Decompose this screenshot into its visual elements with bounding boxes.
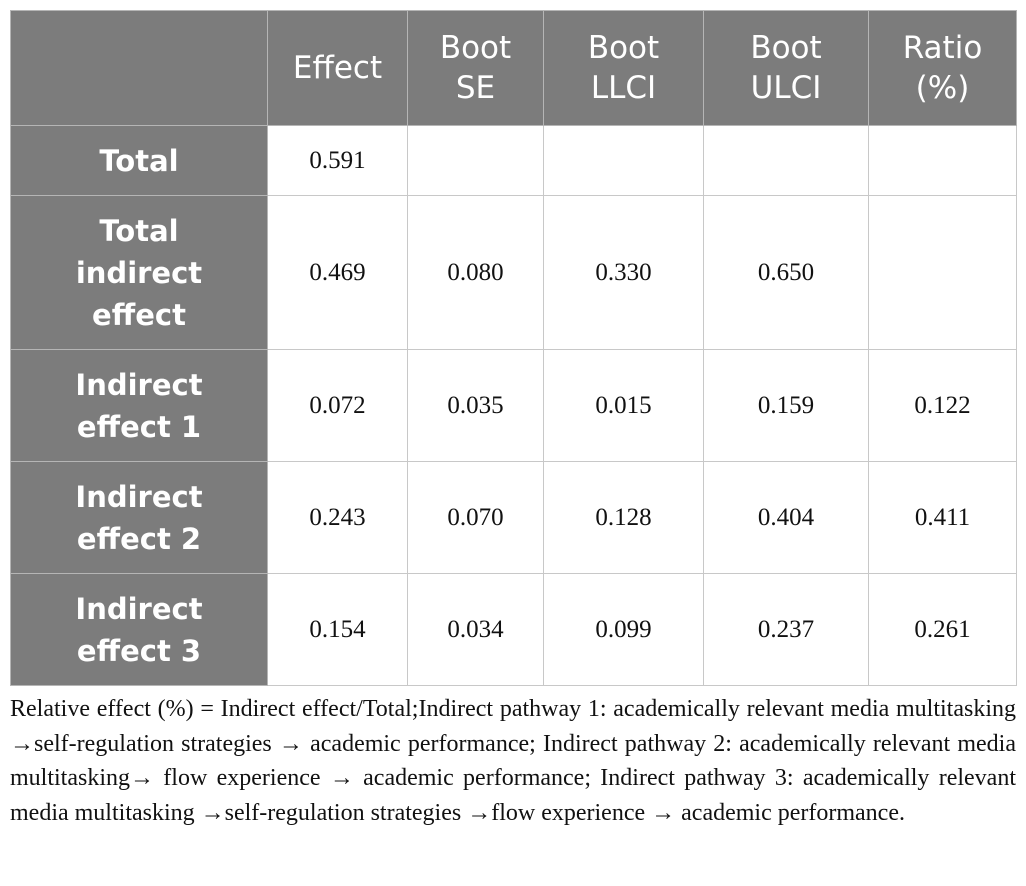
table-cell: 0.159 [704, 350, 869, 462]
table-cell [704, 126, 869, 196]
results-table-panel [10, 10, 1016, 830]
table-cell: 0.128 [544, 462, 704, 574]
table-cell: 0.015 [544, 350, 704, 462]
column-header-line: Boot SE [439, 30, 512, 106]
row-label-text: Indirect effect 2 [75, 479, 203, 556]
table-cell: 0.034 [408, 574, 544, 686]
table-cell: 0.469 [268, 196, 408, 350]
column-header-line: Ratio (%) [902, 30, 983, 106]
row-label [11, 196, 268, 350]
column-header [544, 11, 704, 126]
table-cell: 0.591 [268, 126, 408, 196]
header-corner-cell [11, 11, 268, 126]
table-cell: 0.404 [704, 462, 869, 574]
table-footnote: Relative effect (%) = Indirect effect/Total;Indirect pathway 1: academically relevant media multitasking →self-regulation strategies → academic performance; Indirect pathway 2: academically relevant media multitasking→ flow experience → academic performance; Indirect pathway 3: academically relevant media multitasking →self-regulation strategies →flow experience → academic performance. [10, 696, 1016, 826]
table-cell: 0.070 [408, 462, 544, 574]
row-label [11, 462, 268, 574]
row-label-text: Indirect effect 1 [75, 367, 203, 444]
column-header [704, 11, 869, 126]
column-header: Effect [268, 11, 408, 126]
table-cell [869, 126, 1017, 196]
table-cell: 0.261 [869, 574, 1017, 686]
row-label [11, 126, 268, 196]
table-cell: 0.080 [408, 196, 544, 350]
table-cell: 0.072 [268, 350, 408, 462]
row-label-text: Total indirect effect [75, 213, 203, 332]
table-cell: 0.330 [544, 196, 704, 350]
table-cell: 0.122 [869, 350, 1017, 462]
table-cell: 0.411 [869, 462, 1017, 574]
row-label-text: Total [99, 143, 179, 178]
column-header-line: Boot LLCI [587, 30, 660, 106]
table-cell [408, 126, 544, 196]
table-cell [869, 196, 1017, 350]
table-cell: 0.237 [704, 574, 869, 686]
table-cell: 0.099 [544, 574, 704, 686]
column-header [408, 11, 544, 126]
table-cell: 0.650 [704, 196, 869, 350]
row-label [11, 574, 268, 686]
table-cell: 0.035 [408, 350, 544, 462]
mediation-effects-table [10, 10, 1017, 686]
column-header [869, 11, 1017, 126]
table-cell: 0.154 [268, 574, 408, 686]
table-row [11, 196, 1017, 350]
header-row [11, 11, 1017, 126]
row-label-text: Indirect effect 3 [75, 591, 203, 668]
table-cell [544, 126, 704, 196]
table-row [11, 350, 1017, 462]
column-header-line: Boot ULCI [750, 30, 822, 106]
table-row [11, 126, 1017, 196]
table-cell: 0.243 [268, 462, 408, 574]
table-row [11, 462, 1017, 574]
row-label [11, 350, 268, 462]
table-row [11, 574, 1017, 686]
